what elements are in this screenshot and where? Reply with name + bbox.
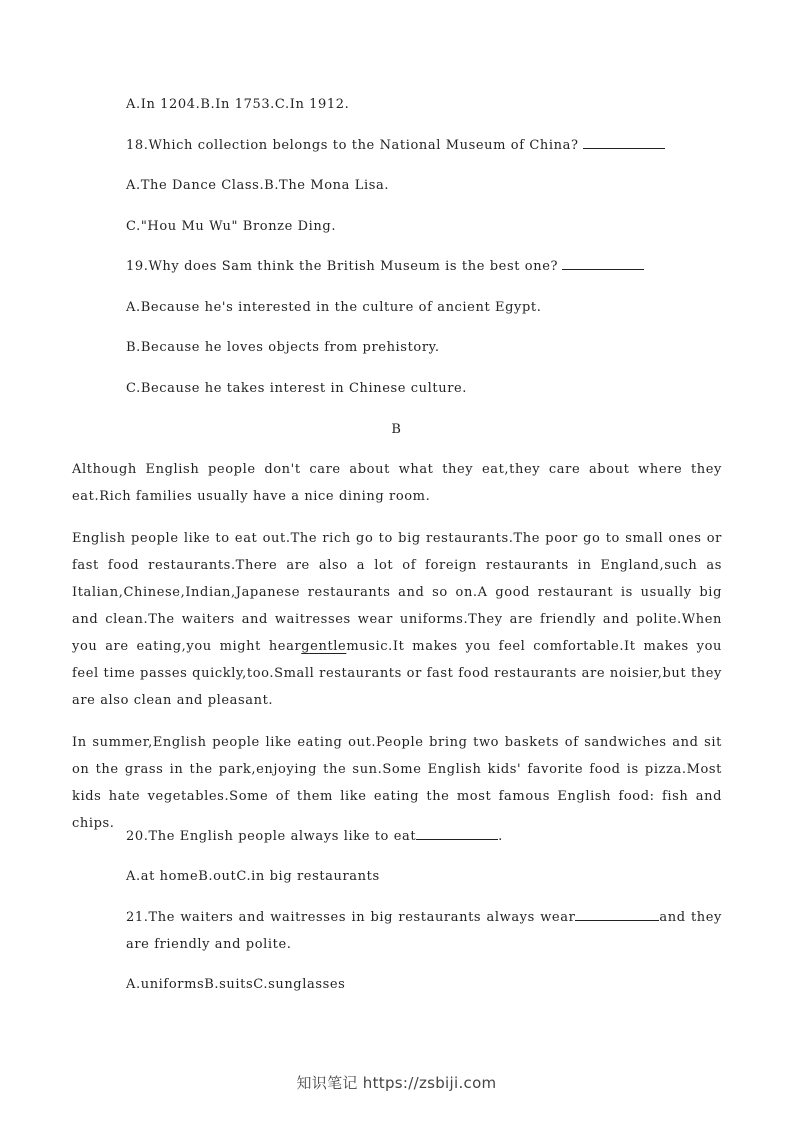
q20-question	[126, 829, 503, 844]
passage-paragraph-1: Although English people don't care about what they eat,they care about where they eat.Rich families usually have a nice dining room.	[72, 462, 722, 504]
q21-options: A.uniformsB.suitsC.sunglasses	[126, 977, 346, 992]
passage-paragraph-3: In summer,English people like eating out.People bring two baskets of sandwiches and sit on the grass in the park,enjoying the sun.Some English kids' favorite food is pizza.Most kids hate vegetables.Some of them like eating the most famous English food: fish and chips.	[72, 735, 722, 831]
q21-question	[126, 904, 722, 958]
q19-question	[126, 259, 644, 274]
q21-answer-blank	[575, 910, 659, 921]
q19-option-c: C.Because he takes interest in Chinese culture.	[126, 381, 468, 396]
paragraph-2-after: music.It makes you feel comfortable.It makes you feel time passes quickly,too.Small restaurants or fast food restaurants are noisier,but they are also clean and pleasant.	[72, 639, 722, 708]
q19-answer-blank	[562, 259, 644, 270]
passage-paragraph-2	[72, 525, 722, 714]
q19-question-text: 19.Why does Sam think the British Museum is the best one?	[126, 259, 559, 274]
q18-options-ab: A.The Dance Class.B.The Mona Lisa.	[126, 178, 390, 193]
paragraph-2-before: English people like to eat out.The rich go to big restaurants.The poor go to small ones or fast food restaurants.There are also a lot of foreign restaurants in England,such as Italian,Chinese,Indian,Japanese restaurants and so on.A good restaurant is usually big and clean.The waiters and waitresses wear uniforms.They are friendly and polite.When you are eating,you might hear	[72, 531, 722, 654]
q21-question-text: 21.The waiters and waitresses in big restaurants always wear	[126, 910, 576, 925]
q19-option-b: B.Because he loves objects from prehistory.	[126, 340, 440, 355]
q21-question-end: and they are friendly and polite.	[126, 910, 722, 952]
q19-option-a: A.Because he's interested in the culture of ancient Egypt.	[126, 300, 542, 315]
q18-option-c: C."Hou Mu Wu" Bronze Ding.	[126, 219, 337, 234]
q18-question	[126, 138, 665, 153]
section-b-title: B	[391, 422, 402, 437]
footer-watermark: 知识笔记 https://zsbiji.com	[296, 1074, 497, 1092]
q20-question-text: 20.The English people always like to eat	[126, 829, 417, 844]
q18-question-text: 18.Which collection belongs to the National Museum of China?	[126, 138, 579, 153]
q20-question-end: .	[498, 829, 503, 844]
q17-options: A.In 1204.B.In 1753.C.In 1912.	[126, 97, 350, 112]
q18-answer-blank	[583, 138, 665, 149]
q20-answer-blank	[416, 829, 498, 840]
q20-options: A.at homeB.outC.in big restaurants	[126, 869, 380, 884]
underlined-word: gentle	[301, 639, 347, 654]
